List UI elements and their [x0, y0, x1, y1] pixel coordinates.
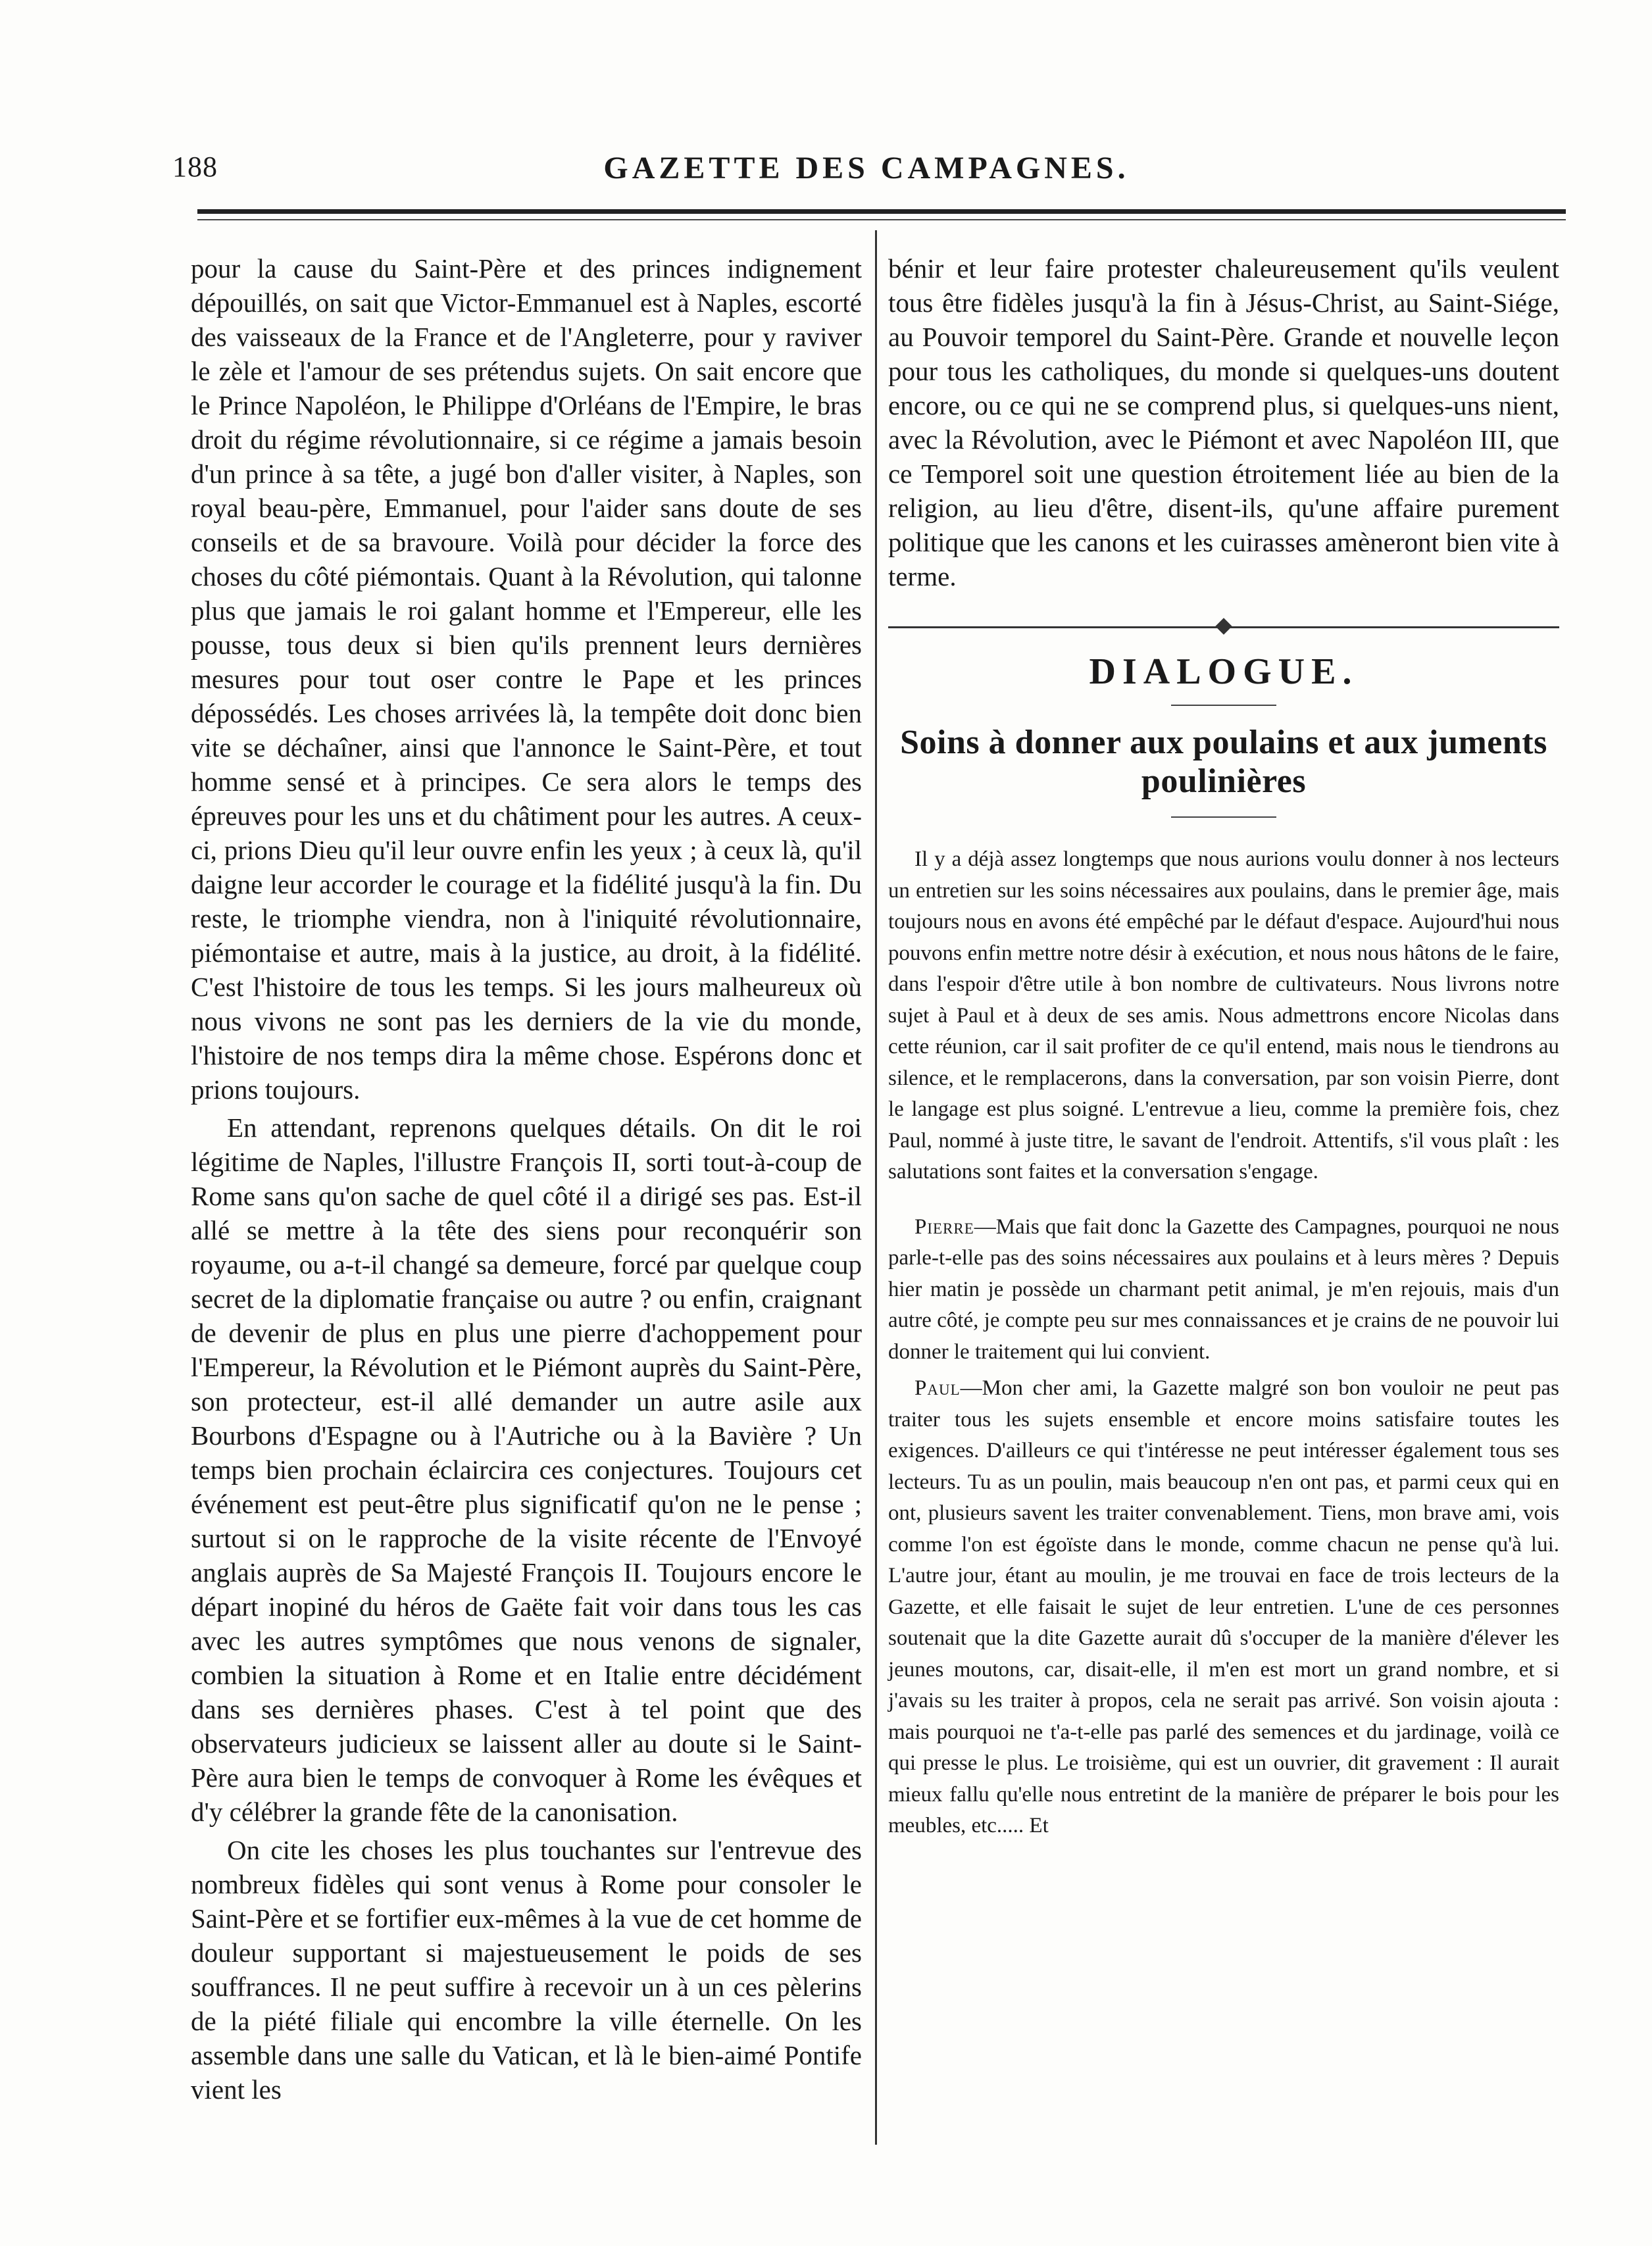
column-divider [875, 230, 877, 2145]
journal-title: GAZETTE DES CAMPAGNES. [603, 151, 1130, 186]
header-rule-thin [197, 219, 1566, 220]
dialogue-heading: DIALOGUE. [1089, 651, 1359, 692]
right-continuation-paragraph: bénir et leur faire protester chaleureusement qu'ils veulent tous être fidèles jusqu'à la fin à Jésus-Christ, au Saint-Siége, au Pouvoir temporel du Saint-Père. Grande et nouvelle leçon pour tous les catholiques, du monde si quelques-uns doutent encore, ou ce qui ne se comprend plus, si quelques-uns nient, avec la Révolution, avec le Piémont et avec Napoléon III, que ce Temporel soit une question étroitement liée au bien de la religion, au lieu d'être, disent-ils, qu'une affaire purement politique que les canons et les cuirasses amèneront bien vite à terme. [888, 253, 1559, 591]
pierre-speech [888, 1212, 1559, 1368]
left-column [191, 251, 862, 2107]
page-number: 188 [172, 151, 218, 183]
left-paragraph-1: pour la cause du Saint-Père et des princes indignement dépouillés, on sait que Victor-Emmanuel est à Naples, escorté des vaisseaux de la France et de l'Angleterre, pour y raviver le zèle et l'amour de ses prétendus sujets. On sait encore que le Prince Napoléon, le Philippe d'Orléans de l'Empire, le bras droit du régime révolutionnaire, si ce régime a jamais besoin d'un prince à sa tête, a jugé bon d'aller visiter, à Naples, son royal beau-père, Emmanuel, pour l'aider sans doute de ses conseils et de sa bravoure. Voilà pour décider la force des choses du côté piémontais. Quant à la Révolution, qui talonne plus que jamais le roi galant homme et l'Empereur, elle les pousse, tous deux si bien qu'ils prennent leurs dernières mesures pour tout oser contre le Pape et les princes dépossédés. Les choses arrivées là, la tempête doit donc bien vite se déchaîner, ainsi que l'annonce le Saint-Père, et tout homme sensé et à principes. Ce sera alors le temps des épreuves pour les uns et du châtiment pour les autres. A ceux-ci, prions Dieu qu'il leur ouvre enfin les yeux ; à ceux là, qu'il daigne leur accorder le courage et la fidélité jusqu'à la fin. Du reste, le triomphe viendra, non à l'iniquité révolutionnaire, piémontaise et autre, mais à la justice, au droit, à la fidélité. C'est l'histoire de tous les temps. Si les jours malheureux où nous vivons ne sont pas les derniers de la vie du monde, l'histoire de nos temps dira la même chose. Espérons donc et prions toujours. [191, 253, 862, 1105]
page-header [172, 150, 1561, 189]
section-separator [888, 626, 1559, 628]
right-column [888, 251, 1559, 1842]
heading-underline [1171, 705, 1276, 706]
dialogue-subtitle: Soins à donner aux poulains et aux juments poulinières [900, 724, 1547, 800]
paul-text: —Mon cher ami, la Gazette malgré son bon vouloir ne peut pas traiter tous les sujets ensemble et encore moins satisfaire toutes les exigences. D'ailleurs ce qui t'intéresse ne peut intéresser également tous ses lecteurs. Tu as un poulin, mais beaucoup n'en ont pas, et parmi ceux qui en ont, plusieurs savent les traiter convenablement. Tiens, mon brave ami, vois comme l'on est égoïste dans le monde, comme chacun ne pense qu'à lui. L'autre jour, étant au moulin, je me trouvai en face de trois lecteurs de la Gazette, et elle faisait le sujet de leur entretien. L'une de ces personnes soutenait que la dite Gazette aurait dû s'occuper de la manière d'élever les jeunes moutons, car, disait-elle, il m'en est mort un grand nombre, et si j'avais su les traiter à propos, cela ne serait pas arrivé. Son voisin ajouta : mais pourquoi ne t'a-t-elle pas parlé des semences et du jardinage, voilà ce qui presse le plus. Le troisième, qui est un ouvrier, dit gravement : Il aurait mieux fallu qu'elle nous entretint de la manière de préparer le bois pour les meubles, etc..... Et [888, 1376, 1559, 1837]
left-paragraph-3: On cite les choses les plus touchantes sur l'entrevue des nombreux fidèles qui sont venus à Rome pour consoler le Saint-Père et se fortifier eux-mêmes à la vue de cet homme de douleur supportant si majestueusement le poids de ses souffrances. Il ne peut suffire à recevoir un à un ces pèlerins de la piété filiale qui encombre la ville éternelle. On les assemble dans une salle du Vatican, et là le bien-aimé Pontife vient les [191, 1835, 862, 2105]
ornament-diamond-icon [1215, 618, 1232, 634]
pierre-text: —Mais que fait donc la Gazette des Campagnes, pourquoi ne nous parle-t-elle pas des soins nécessaires aux poulains et à leurs mères ? Depuis hier matin je possède un charmant petit animal, je m'en rejouis, mais d'un autre côté, je compte peu sur mes connaissances et je crains de ne pouvoir lui donner le traitement qui lui convient. [888, 1214, 1559, 1364]
subtitle-underline [1171, 816, 1276, 818]
dialogue-intro: Il y a déjà assez longtemps que nous aurions voulu donner à nos lecteurs un entretien sur les soins nécessaires aux poulains, dans le premier âge, mais toujours nous en avons été empêché par le défaut d'espace. Aujourd'hui nous pouvons enfin mettre notre désir à exécution, et nous nous hâtons de le faire, dans l'espoir d'être utile à bon nombre de cultivateurs. Nous livrons notre sujet à Paul et à deux de ses amis. Nous admettrons encore Nicolas dans cette réunion, car il sait profiter de ce qu'il entend, mais nous le tiendrons au silence, et le remplacerons, dans la conversation, par son voisin Pierre, dont le langage est plus soigné. L'entrevue a lieu, comme la première fois, chez Paul, nommé à juste titre, le savant de l'endroit. Attentifs, s'il vous plaît : les salutations sont faites et la conversation s'engage. [888, 847, 1559, 1184]
paul-speech [888, 1373, 1559, 1842]
speaker-pierre: Pierre [914, 1214, 974, 1239]
speaker-paul: Paul [914, 1376, 961, 1400]
header-rule-thick [197, 209, 1566, 214]
left-paragraph-2: En attendant, reprenons quelques détails. On dit le roi légitime de Naples, l'illustre François II, sorti tout-à-coup de Rome sans qu'on sache de quel côté il a dirigé ses pas. Est-il allé se mettre à la tête des siens pour reconquérir son royaume, ou a-t-il changé sa demeure, forcé par quelque coup secret de la diplomatie française ou autre ? ou enfin, craignant de devenir de plus en plus une pierre d'achoppement pour l'Empereur, la Révolution et le Piémont auprès du Saint-Père, son protecteur, est-il allé demander un autre asile aux Bourbons d'Espagne ou à l'Autriche ou à la Bavière ? Un temps bien prochain éclaircira ces conjectures. Toujours cet événement est peut-être plus significatif qu'on ne le pense ; surtout si on le rapproche de la visite récente de l'Envoyé anglais auprès de Sa Majesté François II. Toujours encore le départ inopiné du héros de Gaëte fait voir dans tous les cas avec les autres symptômes que nous venons de signaler, combien la situation à Rome et en Italie entre décidément dans ses dernières phases. C'est à tel point que des observateurs judicieux se laissent aller au doute si le Saint-Père aura bien le temps de convoquer à Rome les évêques et d'y célébrer la grande fête de la canonisation. [191, 1112, 862, 1827]
